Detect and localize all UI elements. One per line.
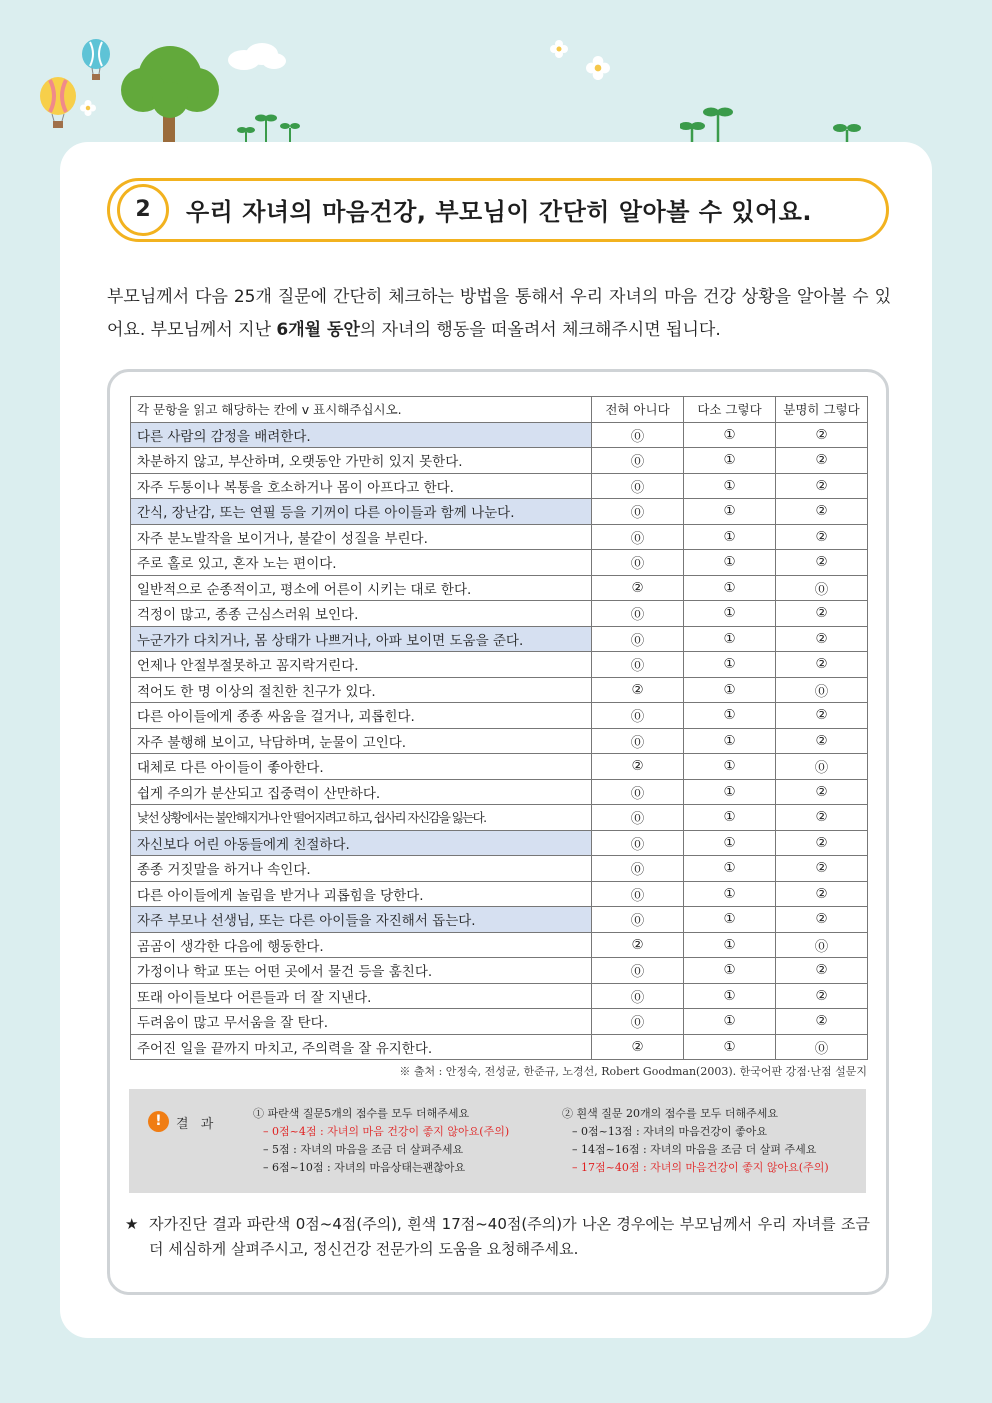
header-somewhat-true: 다소 그렇다 [684,397,776,423]
result-blue-line: – 6점~10점 : 자녀의 마음상태는괜찮아요 [263,1161,466,1174]
option-not-true[interactable]: ⓪ [592,1009,684,1035]
option-certainly-true[interactable]: ② [776,499,868,525]
intro-emphasis: 6개월 동안 [276,320,360,340]
balloon-yellow-icon [38,76,78,132]
option-somewhat-true[interactable]: ① [684,652,776,678]
option-not-true[interactable]: ② [592,677,684,703]
question-cell: 언제나 안절부절못하고 꼼지락거린다. [131,652,592,678]
table-row [131,601,868,627]
option-certainly-true[interactable]: ⓪ [776,575,868,601]
option-somewhat-true[interactable]: ① [684,422,776,448]
table-row [131,524,868,550]
question-cell: 자주 분노발작을 보이거나, 불같이 성질을 부린다. [131,524,592,550]
table-row [131,473,868,499]
option-certainly-true[interactable]: ② [776,958,868,984]
question-cell: 주로 홀로 있고, 혼자 노는 편이다. [131,550,592,576]
option-certainly-true[interactable]: ② [776,448,868,474]
question-cell: 두려움이 많고 무서움을 잘 탄다. [131,1009,592,1035]
option-not-true[interactable]: ⓪ [592,881,684,907]
option-somewhat-true[interactable]: ① [684,601,776,627]
option-not-true[interactable]: ⓪ [592,907,684,933]
table-row [131,881,868,907]
option-not-true[interactable]: ② [592,754,684,780]
advice-text: 자가진단 결과 파란색 0점~4점(주의), 흰색 17점~40점(주의)가 나온 경우에는 부모님께서 우리 자녀를 조금 더 세심하게 살펴주시고, 정신건강 전문가의 도움을 요청해주세요. [149,1215,870,1258]
table-row [131,448,868,474]
table-row [131,1034,868,1060]
option-not-true[interactable]: ⓪ [592,626,684,652]
table-row [131,550,868,576]
option-certainly-true[interactable]: ② [776,703,868,729]
option-not-true[interactable]: ⓪ [592,958,684,984]
option-certainly-true[interactable]: ② [776,830,868,856]
option-certainly-true[interactable]: ② [776,983,868,1009]
question-cell: 자주 불행해 보이고, 낙담하며, 눈물이 고인다. [131,728,592,754]
result-white-column [562,1105,829,1177]
star-icon: ★ [125,1215,139,1233]
flower-icon [550,40,568,58]
option-not-true[interactable]: ⓪ [592,703,684,729]
question-cell: 걱정이 많고, 종종 근심스러워 보인다. [131,601,592,627]
table-row [131,983,868,1009]
result-blue-column [253,1105,509,1177]
question-cell: 누군가가 다치거나, 몸 상태가 나쁘거나, 아파 보이면 도움을 준다. [131,626,592,652]
option-certainly-true[interactable]: ② [776,856,868,882]
option-somewhat-true[interactable]: ① [684,1034,776,1060]
question-cell: 주어진 일을 끝까지 마치고, 주의력을 잘 유지한다. [131,1034,592,1060]
option-certainly-true[interactable]: ② [776,907,868,933]
table-row [131,499,868,525]
table-row [131,728,868,754]
option-certainly-true[interactable]: ② [776,601,868,627]
advice-note [125,1212,870,1262]
table-header-row [131,397,868,423]
intro-paragraph [107,281,891,347]
option-somewhat-true[interactable]: ① [684,524,776,550]
option-certainly-true[interactable]: ⓪ [776,677,868,703]
option-certainly-true[interactable]: ⓪ [776,1034,868,1060]
option-certainly-true[interactable]: ② [776,550,868,576]
cloud-icon [224,42,288,70]
question-cell: 또래 아이들보다 어른들과 더 잘 지낸다. [131,983,592,1009]
table-row [131,703,868,729]
alert-icon: ! [148,1111,169,1132]
question-cell: 적어도 한 명 이상의 절친한 친구가 있다. [131,677,592,703]
option-certainly-true[interactable]: ② [776,524,868,550]
option-somewhat-true[interactable]: ① [684,1009,776,1035]
option-certainly-true[interactable]: ② [776,805,868,831]
header-certainly-true: 분명히 그렇다 [776,397,868,423]
option-somewhat-true[interactable]: ① [684,448,776,474]
option-somewhat-true[interactable]: ① [684,626,776,652]
question-cell: 쉽게 주의가 분산되고 집중력이 산만하다. [131,779,592,805]
option-not-true[interactable]: ⓪ [592,728,684,754]
option-certainly-true[interactable]: ② [776,626,868,652]
option-not-true[interactable]: ② [592,575,684,601]
option-certainly-true[interactable]: ⓪ [776,932,868,958]
table-row [131,779,868,805]
option-certainly-true[interactable]: ② [776,473,868,499]
option-not-true[interactable]: ⓪ [592,422,684,448]
table-row [131,856,868,882]
result-white-line: – 0점~13점 : 자녀의 마음건강이 좋아요 [572,1125,768,1138]
table-row [131,754,868,780]
intro-text-1: 부모님께서 다음 25개 질문에 간단히 체크하는 방법을 통해서 우리 자녀의 마음 건강 상황을 알아볼 수 있어요. 부모님께서 지난 [107,287,891,340]
option-somewhat-true[interactable]: ① [684,830,776,856]
result-blue-line: – 5점 : 자녀의 마음을 조금 더 살펴주세요 [263,1143,464,1156]
option-somewhat-true[interactable]: ① [684,856,776,882]
option-not-true[interactable]: ② [592,932,684,958]
option-certainly-true[interactable]: ② [776,652,868,678]
section-number: 2 [117,184,169,236]
option-somewhat-true[interactable]: ① [684,779,776,805]
survey-table [130,396,868,1060]
option-not-true[interactable]: ⓪ [592,830,684,856]
question-cell: 자주 부모나 선생님, 또는 다른 아이들을 자진해서 돕는다. [131,907,592,933]
table-row [131,805,868,831]
option-somewhat-true[interactable]: ① [684,907,776,933]
option-somewhat-true[interactable]: ① [684,575,776,601]
option-not-true[interactable]: ② [592,1034,684,1060]
question-cell: 곰곰이 생각한 다음에 행동한다. [131,932,592,958]
option-somewhat-true[interactable]: ① [684,958,776,984]
table-row [131,830,868,856]
option-somewhat-true[interactable]: ① [684,703,776,729]
result-blue-heading: ① 파란색 질문5개의 점수를 모두 더해주세요 [253,1107,470,1120]
option-not-true[interactable]: ⓪ [592,524,684,550]
option-not-true[interactable]: ⓪ [592,983,684,1009]
question-cell: 종종 거짓말을 하거나 속인다. [131,856,592,882]
result-label: 결 과 [176,1117,218,1132]
tree-icon [115,38,225,144]
option-not-true[interactable]: ⓪ [592,856,684,882]
table-row [131,1009,868,1035]
option-somewhat-true[interactable]: ① [684,983,776,1009]
result-white-heading: ② 흰색 질문 20개의 점수를 모두 더해주세요 [562,1107,778,1120]
option-somewhat-true[interactable]: ① [684,550,776,576]
table-row [131,677,868,703]
option-somewhat-true[interactable]: ① [684,754,776,780]
question-cell: 낯선 상황에서는 불안해지거나 안 떨어지려고 하고, 쉽사리 자신감을 잃는다. [131,805,592,831]
option-not-true[interactable]: ⓪ [592,779,684,805]
option-not-true[interactable]: ⓪ [592,805,684,831]
option-somewhat-true[interactable]: ① [684,499,776,525]
question-cell: 차분하지 않고, 부산하며, 오랫동안 가만히 있지 못한다. [131,448,592,474]
result-blue-line: – 0점~4점 : 자녀의 마음 건강이 좋지 않아요(주의) [263,1125,510,1138]
question-cell: 자주 두통이나 복통을 호소하거나 몸이 아프다고 한다. [131,473,592,499]
option-not-true[interactable]: ⓪ [592,601,684,627]
sprout-icon [832,120,862,144]
option-certainly-true[interactable]: ⓪ [776,754,868,780]
table-row [131,575,868,601]
question-cell: 대체로 다른 아이들이 좋아한다. [131,754,592,780]
question-cell: 일반적으로 순종적이고, 평소에 어른이 시키는 대로 한다. [131,575,592,601]
option-not-true[interactable]: ⓪ [592,499,684,525]
header-question: 각 문항을 읽고 해당하는 칸에 v 표시해주십시오. [131,397,592,423]
option-certainly-true[interactable]: ② [776,779,868,805]
question-cell: 간식, 장난감, 또는 연필 등을 기꺼이 다른 아이들과 함께 나눈다. [131,499,592,525]
option-somewhat-true[interactable]: ① [684,473,776,499]
balloon-blue-icon [80,38,112,84]
result-white-line: – 17점~40점 : 자녀의 마음건강이 좋지 않아요(주의) [572,1161,829,1174]
question-cell: 다른 아이들에게 놀림을 받거나 괴롭힘을 당한다. [131,881,592,907]
option-somewhat-true[interactable]: ① [684,881,776,907]
option-somewhat-true[interactable]: ① [684,932,776,958]
option-somewhat-true[interactable]: ① [684,728,776,754]
question-cell: 가정이나 학교 또는 어떤 곳에서 물건 등을 훔친다. [131,958,592,984]
option-somewhat-true[interactable]: ① [684,805,776,831]
table-row [131,958,868,984]
sprout-icon [236,110,302,144]
intro-text-2: 의 자녀의 행동을 떠올려서 체크해주시면 됩니다. [359,320,721,340]
section-title: 우리 자녀의 마음건강, 부모님이 간단히 알아볼 수 있어요. [186,198,812,226]
option-somewhat-true[interactable]: ① [684,677,776,703]
header-not-true: 전혀 아니다 [592,397,684,423]
table-row [131,907,868,933]
question-cell: 자신보다 어린 아동들에게 친절하다. [131,830,592,856]
flower-icon [586,56,610,80]
sprout-icon [680,104,740,144]
option-not-true[interactable]: ⓪ [592,448,684,474]
option-certainly-true[interactable]: ② [776,1009,868,1035]
question-cell: 다른 아이들에게 종종 싸움을 걸거나, 괴롭힌다. [131,703,592,729]
table-row [131,626,868,652]
table-row [131,932,868,958]
option-certainly-true[interactable]: ② [776,728,868,754]
option-not-true[interactable]: ⓪ [592,652,684,678]
table-row [131,422,868,448]
option-not-true[interactable]: ⓪ [592,473,684,499]
option-certainly-true[interactable]: ② [776,881,868,907]
question-cell: 다른 사람의 감정을 배려한다. [131,422,592,448]
table-row [131,652,868,678]
option-not-true[interactable]: ⓪ [592,550,684,576]
result-white-line: – 14점~16점 : 자녀의 마음을 조금 더 살펴 주세요 [572,1143,817,1156]
flower-icon [80,100,96,116]
source-citation: ※ 출처 : 안정숙, 전성균, 한준규, 노경선, Robert Goodman(2003). 한국어판 강점·난점 설문지 [399,1065,867,1078]
option-certainly-true[interactable]: ② [776,422,868,448]
